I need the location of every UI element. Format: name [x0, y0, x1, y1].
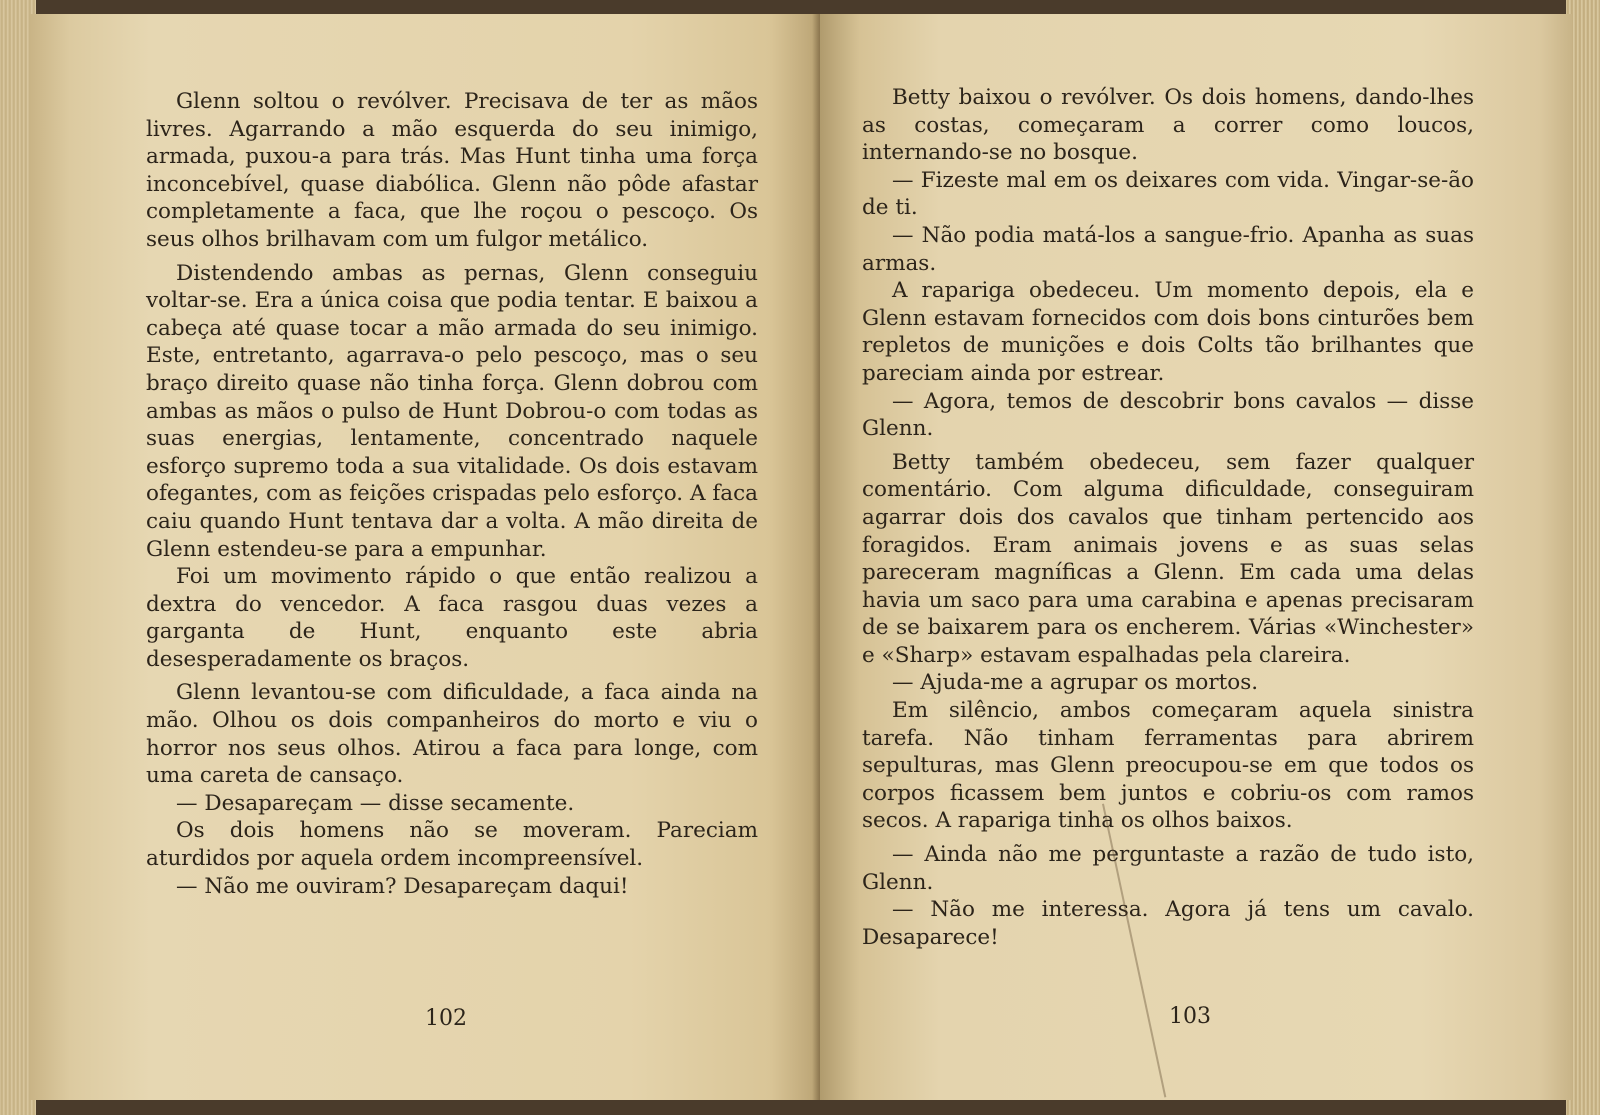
- right-paragraph-7: — Ajuda-me a agrupar os mortos.: [892, 670, 1259, 696]
- right-paragraph-6: Betty também obedeceu, sem fazer qualquer comentário. Com alguma dificuldade, conseguiram agarrar dois dos cavalos que tinham pertencido aos foragidos. Eram animais jovens e as suas selas pareceram magníficas a Glenn. Em cada uma delas havia um saco para uma carabina e apenas precisaram de se baixarem para os encherem. Várias «Winchester» e «Sharp» estavam espalhadas pela clareira.: [862, 449, 1474, 668]
- left-page-text: [146, 88, 758, 900]
- left-page: [30, 14, 820, 1100]
- right-paragraph-4: A rapariga obedeceu. Um momento depois, ela e Glenn estavam fornecidos com dois bons cinturões bem repletos de munições e dois Colts tão brilhantes que pareciam ainda por estrear.: [862, 278, 1474, 386]
- left-paragraph-7: — Não me ouviram? Desapareçam daqui!: [176, 873, 629, 899]
- left-paragraph-1: Glenn soltou o revólver. Precisava de ter as mãos livres. Agarrando a mão esquerda do seu inimigo, armada, puxou-a para trás. Mas Hunt tinha uma força inconcebível, quase diabólica. Glenn não pôde afastar completamente a faca, que lhe roçou o pescoço. Os seus olhos brilhavam com um fulgor metálico.: [146, 89, 758, 252]
- left-paragraph-5: — Desapareçam — disse secamente.: [176, 790, 575, 816]
- left-paragraph-2: Distendendo ambas as pernas, Glenn conseguiu voltar-se. Era a única coisa que podia tentar. E baixou a cabeça até quase tocar a mão armada do seu inimigo. Este, entretanto, agarrava-o pelo pescoço, mas o seu braço direito quase não tinha força. Glenn dobrou com ambas as mãos o pulso de Hunt Dobrou-o com todas as suas energias, lentamente, concentrado naquele esforço supremo toda a sua vitalidade. Os dois estavam ofegantes, com as feições crispadas pelo esforço. A faca caiu quando Hunt tentava dar a volta. A mão direita de Glenn estendeu-se para a empunhar.: [146, 260, 758, 562]
- right-page-text: [862, 84, 1474, 951]
- left-paragraph-4: Glenn levantou-se com dificuldade, a faca ainda na mão. Olhou os dois companheiros do morto e viu o horror nos seus olhos. Atirou a faca para longe, com uma careta de cansaço.: [146, 680, 758, 789]
- right-paragraph-10: — Não me interessa. Agora já tens um cavalo. Desaparece!: [862, 897, 1474, 950]
- right-paragraph-9: — Ainda não me perguntaste a razão de tudo isto, Glenn.: [862, 842, 1474, 895]
- page-number-left: 102: [425, 1006, 467, 1031]
- page-number-right: 103: [1169, 1004, 1211, 1029]
- right-paragraph-3: — Não podia matá-los a sangue-frio. Apanha as suas armas.: [862, 222, 1474, 276]
- left-paragraph-3: Foi um movimento rápido o que então realizou a dextra do vencedor. A faca rasgou duas vezes a garganta de Hunt, enquanto este abria desesperadamente os braços.: [146, 564, 758, 672]
- right-paragraph-2: — Fizeste mal em os deixares com vida. Vingar-se-ão de ti.: [862, 167, 1474, 221]
- right-page: [820, 14, 1572, 1100]
- left-paragraph-6: Os dois homens não se moveram. Pareciam aturdidos por aquela ordem incompreensível.: [146, 818, 758, 872]
- right-paragraph-1: Betty baixou o revólver. Os dois homens, dando-lhes as costas, começaram a correr como loucos, internando-se no bosque.: [862, 85, 1474, 166]
- right-paragraph-8: Em silêncio, ambos começaram aquela sinistra tarefa. Não tinham ferramentas para abrirem sepulturas, mas Glenn preocupou-se em que todos os corpos ficassem bem juntos e cobriu-os com ramos secos. A rapariga tinha os olhos baixos.: [862, 698, 1474, 834]
- right-paragraph-5: — Agora, temos de descobrir bons cavalos — disse Glenn.: [862, 388, 1474, 442]
